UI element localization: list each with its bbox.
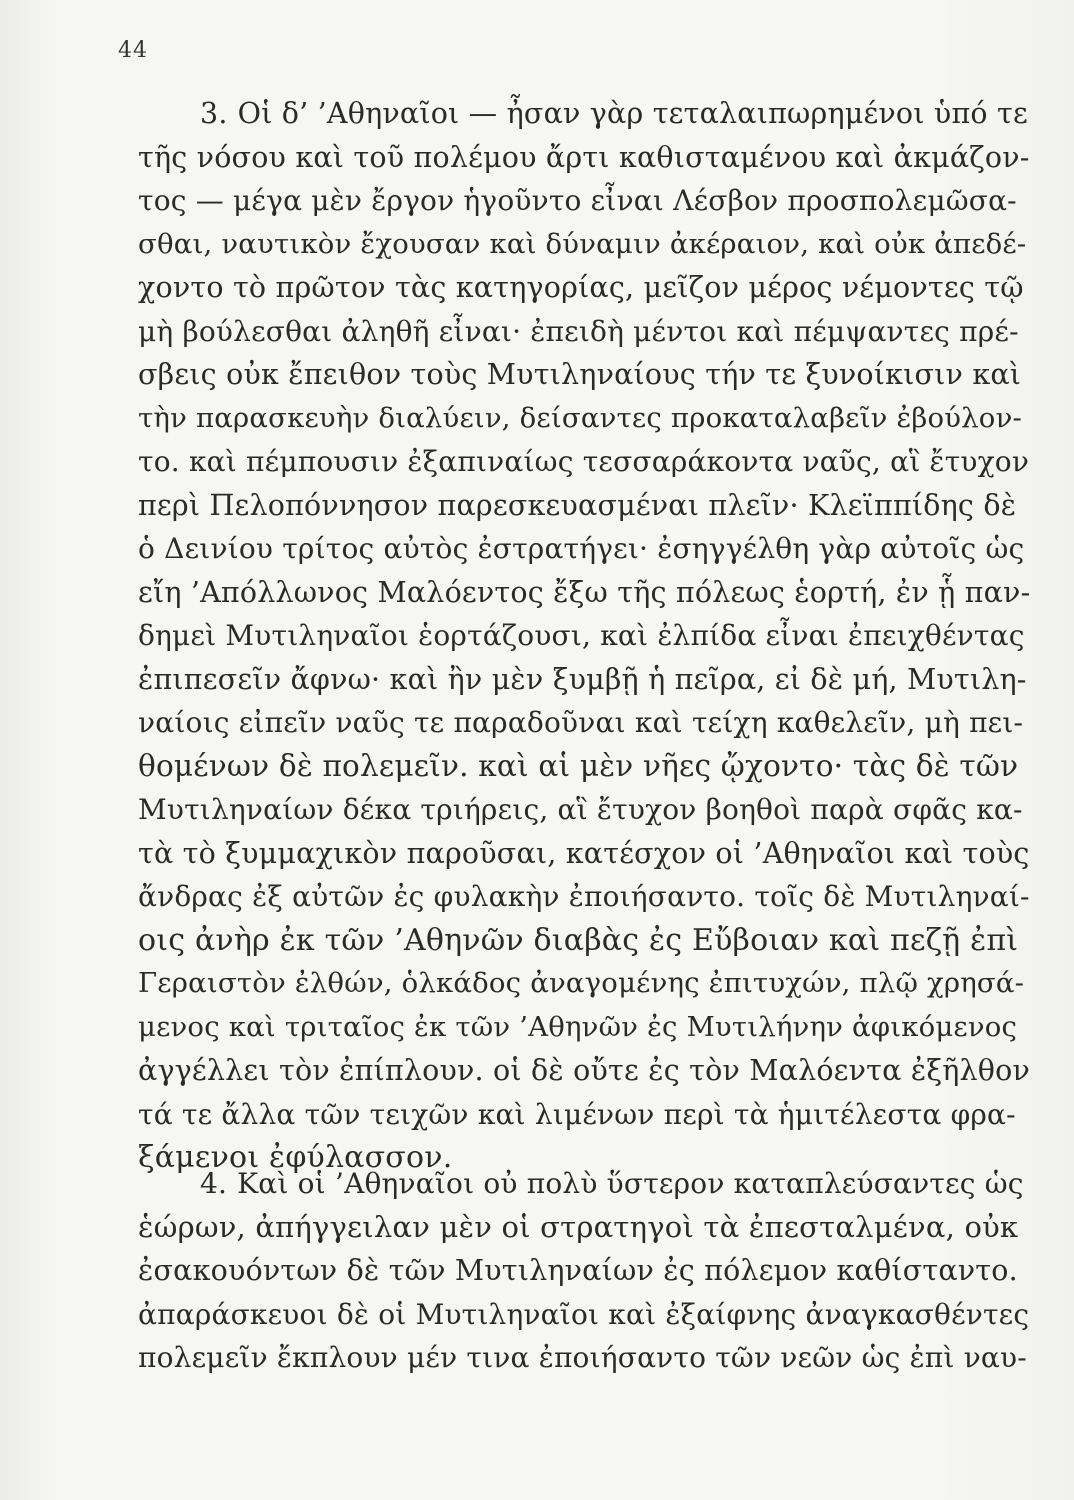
text-line [138,92,1030,136]
text-line: ἄνδρας ἐξ αὐτῶν ἐς φυλακὴν ἐποιήσαντο. τοῖς δὲ Μυτιληναί- [138,880,1030,913]
text-line: εἴη ’Απόλλωνος Μαλόεντος ἔξω τῆς πόλεως ἑορτή, ἐν ᾗ παν- [138,575,1031,609]
text-line: ἀγγέλλει τὸν ἐπίπλουν. οἱ δὲ οὔτε ἐς τὸν Μαλόεντα ἐξῆλθον [138,1054,1031,1087]
page-number: 44 [118,38,148,63]
text-line: πολεμεῖν ἔκπλουν μέν τινα ἐποιήσαντο τῶν νεῶν ὡς ἐπὶ ναυ- [138,1341,1027,1374]
text-line: τῆς νόσου καὶ τοῦ πολέμου ἄρτι καθισταμένου καὶ ἀκμάζον- [138,140,1030,174]
text-line: οις ἀνὴρ ἐκ τῶν ’Αθηνῶν διαβὰς ἐς Εὔβοιαν καὶ πεζῇ ἐπὶ [138,922,1019,958]
text-line: ἐσακουόντων δὲ τῶν Μυτιληναίων ἐς πόλεμον καθίσταντο. [138,1254,1018,1287]
section-3 [138,92,1030,1180]
text-line: περὶ Πελοπόννησον παρεσκευασμέναι πλεῖν· Κλεϊππίδης δὲ [138,488,1017,522]
line-text: Οἱ δ’ ’Αθηναῖοι — ἦσαν γὰρ τεταλαιπωρημένοι ὑπό τε [237,97,1028,130]
text-line: ἀπαράσκευοι δὲ οἱ Μυτιληναῖοι καὶ ἐξαίφνης ἀναγκασθέντες [138,1297,1030,1331]
text-line: ξάμενοι ἐφύλασσον. [138,1140,453,1175]
section-number: 4. [200,1167,228,1200]
text-line [138,1162,1030,1206]
text-line: τὰ τὸ ξυμμαχικὸν παροῦσαι, κατέσχον οἱ ’Αθηναῖοι καὶ τοὺς [138,836,1030,870]
text-line: Γεραιστὸν ἐλθών, ὁλκάδος ἀναγομένης ἐπιτυχών, πλῷ χρησά- [138,967,1025,999]
text-line: θομένων δὲ πολεμεῖν. καὶ αἱ μὲν νῆες ᾤχοντο· τὰς δὲ τῶν [138,748,1019,783]
text-line: ἑώρων, ἀπήγγειλαν μὲν οἱ στρατηγοὶ τὰ ἐπεσταλμένα, οὐκ [138,1209,1019,1244]
text-line: Μυτιληναίων δέκα τριήρεις, αἳ ἔτυχον βοηθοὶ παρὰ σφᾶς κα- [138,793,1023,826]
text-line: μὴ βούλεσθαι ἀληθῆ εἶναι· ἐπειδὴ μέντοι καὶ πέμψαντες πρέ- [138,314,1019,348]
text-line: τά τε ἄλλα τῶν τειχῶν καὶ λιμένων περὶ τὰ ἡμιτέλεστα φρα- [138,1097,1016,1131]
text-line: ἐπιπεσεῖν ἄφνω· καὶ ἢν μὲν ξυμβῇ ἡ πεῖρα, εἰ δὲ μή, Μυτιλη- [138,662,1027,696]
text-line: το. καὶ πέμπουσιν ἐξαπιναίως τεσσαράκοντα ναῦς, αἳ ἔτυχον [138,445,1030,478]
text-line: μενος καὶ τριταῖος ἐκ τῶν ’Αθηνῶν ἐς Μυτιλήνην ἀφικόμενος [138,1010,1018,1043]
text-line: σβεις οὐκ ἔπειθον τοὺς Μυτιληναίους τήν τε ξυνοίκισιν καὶ [138,358,1022,391]
text-line: ὁ Δεινίου τρίτος αὐτὸς ἐστρατήγει· ἐσηγγέλθη γὰρ αὐτοῖς ὡς [138,532,1025,565]
section-number: 3. [200,97,228,130]
section-4 [138,1162,1030,1380]
text-line: σθαι, ναυτικὸν ἔχουσαν καὶ δύναμιν ἀκέραιον, καὶ οὐκ ἀπεδέ- [138,227,1027,260]
text-line: ναίοις εἰπεῖν ναῦς τε παραδοῦναι καὶ τείχη καθελεῖν, μὴ πει- [138,706,1024,739]
text-line: δημεὶ Μυτιληναῖοι ἑορτάζουσι, καὶ ἐλπίδα εἶναι ἐπειχθέντας [138,619,1025,652]
text-line: χοντο τὸ πρῶτον τὰς κατηγορίας, μεῖζον μέρος νέμοντες τῷ [138,271,1024,304]
text-line: τὴν παρασκευὴν διαλύειν, δείσαντες προκαταλαβεῖν ἐβούλον- [138,401,1022,434]
line-text: Καὶ οἱ ’Αθηναῖοι οὐ πολὺ ὕστερον καταπλεύσαντες ὡς [237,1167,1024,1200]
text-line: τος — μέγα μὲν ἔργον ἡγοῦντο εἶναι Λέσβον προσπολεμῶσα- [138,184,1017,217]
